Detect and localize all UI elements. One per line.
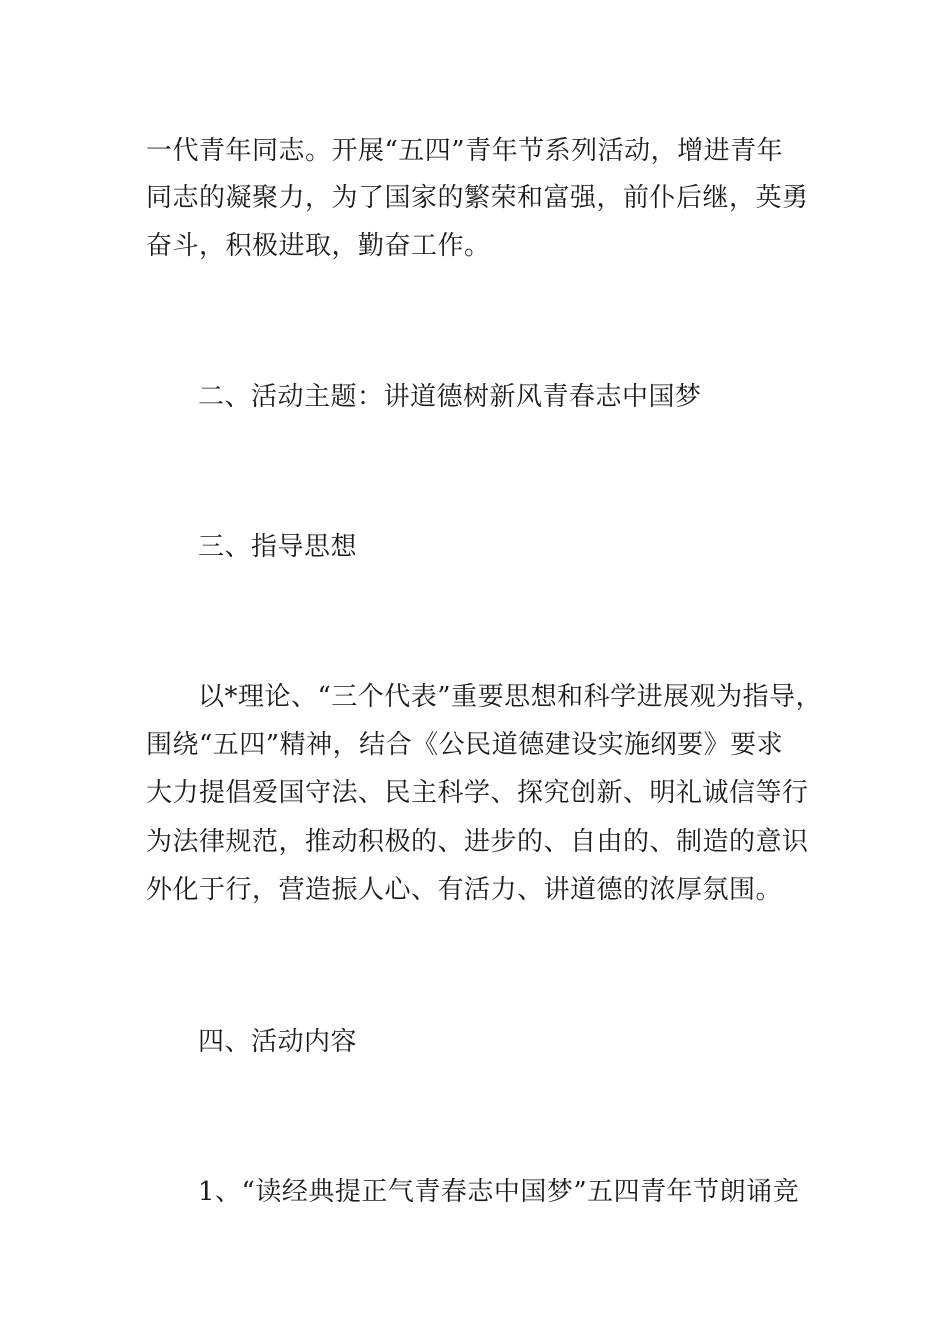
activity-item-1: 1、“读经典提正气青春志中国梦”五四青年节朗诵竞 (198, 1177, 800, 1207)
guiding-line-3: 大力提倡爱国守法、民主科学、探究创新、明礼诚信等行 (146, 778, 809, 808)
intro-line-2: 同志的凝聚力，为了国家的繁荣和富强，前仆后继，英勇 (146, 183, 809, 213)
guiding-line-4: 为法律规范，推动积极的、进步的、自由的、制造的意识 (146, 827, 809, 857)
section-heading-theme: 二、活动主题：讲道德树新风青春志中国梦 (198, 382, 702, 412)
intro-line-1: 一代青年同志。开展“五四”青年节系列活动，增进青年 (146, 136, 784, 166)
guiding-line-2: 围绕“五四”精神，结合《公民道德建设实施纲要》要求 (146, 730, 784, 760)
section-heading-activity-content: 四、活动内容 (198, 1027, 358, 1057)
section-heading-guiding-thought: 三、指导思想 (198, 532, 358, 562)
guiding-line-5: 外化于行，营造振人心、有活力、讲道德的浓厚氛围。 (146, 875, 783, 905)
guiding-line-1: 以*理论、“三个代表”重要思想和科学进展观为指导， (198, 682, 823, 712)
intro-line-3: 奋斗，积极进取，勤奋工作。 (146, 231, 491, 261)
